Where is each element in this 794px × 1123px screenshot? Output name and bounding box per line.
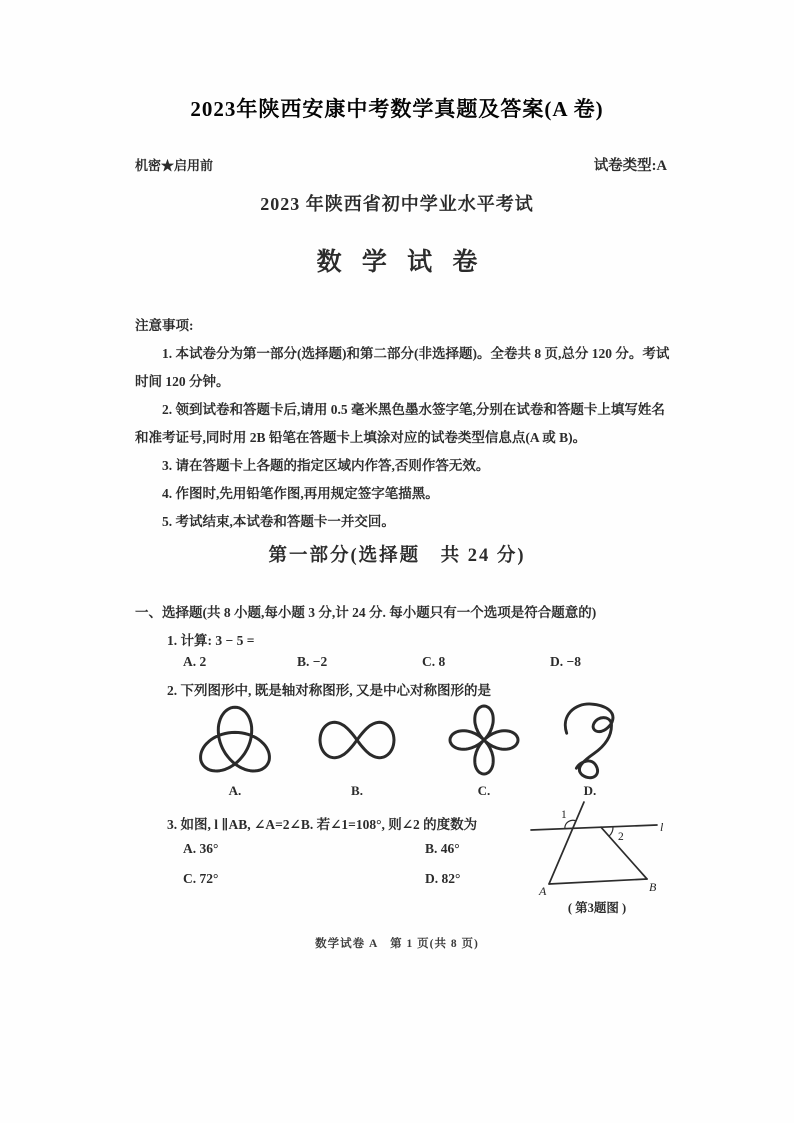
looped-ribbon-figure-svg — [555, 698, 625, 782]
q1-option-c: C. 8 — [422, 654, 446, 669]
q3-vertex-b-label: B — [649, 880, 657, 894]
notice-item-4: 4. 作图时,先用铅笔作图,再用规定签字笔描黑。 — [162, 486, 439, 501]
trefoil-knot-figure-svg — [197, 705, 273, 775]
notice-item-5: 5. 考试结束,本试卷和答题卡一并交回。 — [162, 514, 395, 529]
exam-title: 2023 年陕西省初中学业水平考试 — [260, 194, 534, 214]
section-intro: 一、选择题(共 8 小题,每小题 3 分,计 24 分. 每小题只有一个选项是符合题意的) — [135, 605, 597, 620]
q3-line-l-label: l — [660, 820, 664, 834]
infinity-loop-figure-svg — [317, 720, 397, 760]
confidential-label: 机密★启用前 — [135, 158, 214, 173]
q2-figure-d-label: D. — [583, 783, 597, 798]
q1-option-a: A. 2 — [183, 654, 207, 669]
notice-item-2: 2. 领到试卷和答题卡后,请用 0.5 毫米黑色墨水签字笔,分别在试卷和答题卡上填写姓名和准考证号,同时用 2B 铅笔在答题卡上填涂对应的试卷类型信息点(A 或 B)。 — [135, 402, 665, 445]
q3-angle1-label: 1 — [561, 809, 567, 821]
notice-item-1: 1. 本试卷分为第一部分(选择题)和第二部分(非选择题)。全卷共 8 页,总分 120 分。考试时间 120 分钟。 — [135, 346, 670, 389]
q2-figure-c — [444, 700, 524, 799]
page-footer: 数学试卷 A 第 1 页(共 8 页) — [315, 938, 479, 950]
question-1-stem: 1. 计算: 3 − 5 = — [167, 633, 255, 648]
notice-item-3: 3. 请在答题卡上各题的指定区域内作答,否则作答无效。 — [162, 458, 490, 473]
page-title: 2023年陕西安康中考数学真题及答案(A 卷) — [190, 97, 604, 121]
looped-ribbon-figure — [555, 700, 625, 780]
infinity-loop-figure — [317, 700, 397, 780]
trefoil-knot-figure — [197, 700, 273, 780]
q3-angle2-label: 2 — [618, 831, 624, 843]
q3-option-d: D. 82° — [425, 871, 461, 886]
q3-vertex-a-label: A — [539, 884, 547, 898]
paper-type-label: 试卷类型:A — [593, 158, 667, 174]
q2-figure-a — [192, 700, 278, 799]
notices-heading: 注意事项: — [135, 318, 194, 333]
looped-ribbon-path — [565, 704, 613, 778]
q1-option-d: D. −8 — [550, 654, 581, 669]
question-3-stem: 3. 如图, l ∥AB, ∠A=2∠B. 若∠1=108°, 则∠2 的度数为 — [167, 817, 478, 832]
q2-figure-b — [312, 700, 402, 799]
question-2-stem: 2. 下列图形中, 既是轴对称图形, 又是中心对称图形的是 — [167, 683, 491, 698]
q2-figure-a-label: A. — [228, 783, 242, 798]
subject-title: 数 学 试 卷 — [316, 249, 485, 276]
q2-figure-b-label: B. — [351, 783, 363, 798]
q3-figure-caption: ( 第3题图 ) — [567, 901, 627, 915]
meta-row — [135, 154, 667, 175]
q2-figure-d — [552, 700, 628, 799]
q2-figure-c-label: C. — [477, 783, 491, 798]
part1-heading: 第一部分(选择题 共 24 分) — [268, 546, 526, 566]
q3-geometry-figure-svg — [527, 800, 667, 900]
notices-section — [135, 312, 672, 536]
q3-option-c: C. 72° — [183, 871, 219, 886]
q3-geometry-figure — [527, 800, 667, 905]
q1-option-b: B. −2 — [297, 654, 328, 669]
four-petal-clover-figure-svg — [448, 704, 520, 776]
q3-option-b: B. 46° — [425, 841, 460, 856]
q3-option-a: A. 36° — [183, 841, 219, 856]
four-petal-clover-figure — [448, 700, 520, 780]
